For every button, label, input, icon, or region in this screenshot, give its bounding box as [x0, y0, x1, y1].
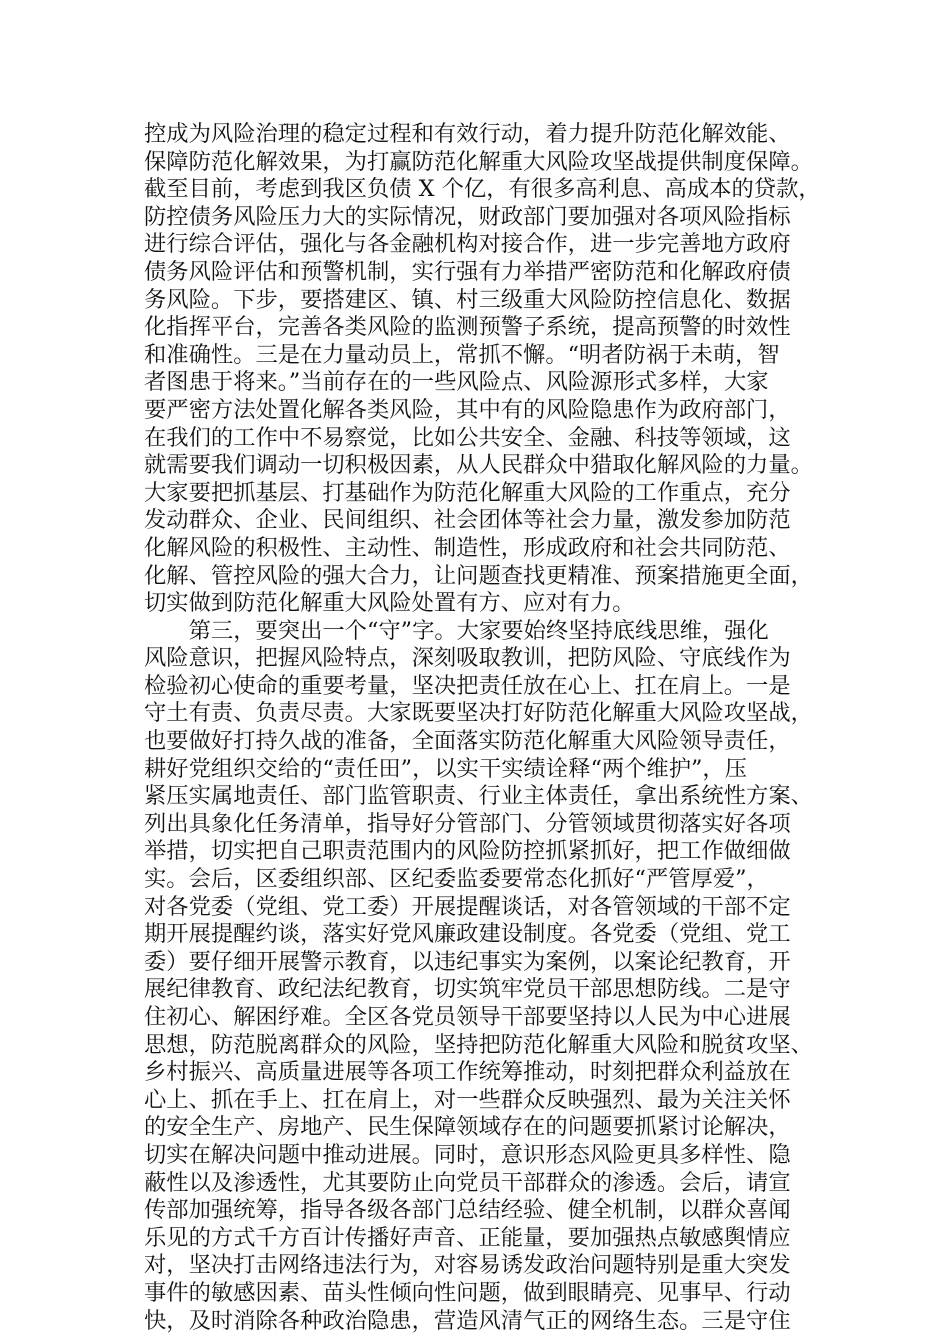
text-line: 的安全生产、房地产、民生保障领域存在的问题要抓紧讨论解决，: [144, 1114, 791, 1141]
text-line: 化解风险的积极性、主动性、制造性，形成政府和社会共同防范、: [144, 534, 791, 561]
text-line: 要严密方法处置化解各类风险，其中有的风险隐患作为政府部门，: [144, 396, 791, 423]
text-line: 者图患于将来。”当前存在的一些风险点、风险源形式多样，大家: [144, 369, 769, 396]
text-line: 截至目前，考虑到我区负债 X 个亿，有很多高利息、高成本的贷款，: [144, 176, 821, 203]
text-line: 期开展提醒约谈，落实好党风廉政建设制度。各党委（党组、党工: [144, 921, 791, 948]
text-line: 债务风险评估和预警机制，实行强有力举措严密防范和化解政府债: [144, 258, 791, 285]
text-line: 进行综合评估，强化与各金融机构对接合作，进一步完善地方政府: [144, 231, 791, 258]
text-line: 化指挥平台，完善各类风险的监测预警子系统，提高预警的时效性: [144, 314, 791, 341]
text-line: 就需要我们调动一切积极因素，从人民群众中猎取化解风险的力量。: [144, 452, 813, 479]
text-line: 乐见的方式千方百计传播好声音、正能量，要加强热点敏感舆情应: [144, 1224, 791, 1251]
text-line: 实。会后，区委组织部、区纪委监委要常态化抓好“严管厚爱”，: [144, 866, 769, 893]
text-line: 心上、抓在手上、扛在肩上，对一些群众反映强烈、最为关注关怀: [144, 1086, 791, 1113]
text-line: 务风险。下步，要搭建区、镇、村三级重大风险防控信息化、数据: [144, 286, 791, 313]
text-line: 传部加强统筹，指导各级各部门总结经验、健全机制，以群众喜闻: [144, 1197, 791, 1224]
text-line: 化解、管控风险的强大合力，让问题查找更精准、预案措施更全面，: [144, 562, 813, 589]
text-line: 守土有责、负责尽责。大家既要坚决打好防范化解重大风险攻坚战，: [144, 700, 813, 727]
text-line: 切实在解决问题中推动进展。同时，意识形态风险更具多样性、隐: [144, 1141, 791, 1168]
text-line: 检验初心使命的重要考量，坚决把责任放在心上、扛在肩上。一是: [144, 672, 791, 699]
text-line: 防控债务风险压力大的实际情况，财政部门要加强对各项风险指标: [144, 203, 791, 230]
text-line: 第三，要突出一个“守”字。大家要始终坚持底线思维，强化: [144, 617, 769, 644]
text-line: 展纪律教育、政纪法纪教育，切实筑牢党员干部思想防线。二是守: [144, 976, 791, 1003]
text-line: 事件的敏感因素、苗头性倾向性问题，做到眼睛亮、见事早、行动: [144, 1279, 791, 1306]
text-line: 思想，防范脱离群众的风险，坚持把防范化解重大风险和脱贫攻坚、: [144, 1031, 813, 1058]
text-line: 也要做好打持久战的准备，全面落实防范化解重大风险领导责任，: [144, 728, 791, 755]
text-line: 住初心、解困纾难。全区各党员领导干部要坚持以人民为中心进展: [144, 1004, 791, 1030]
text-line: 控成为风险治理的稳定过程和有效行动，着力提升防范化解效能、: [144, 121, 791, 147]
text-line: 保障防范化解效果，为打赢防范化解重大风险攻坚战提供制度保障。: [144, 148, 813, 175]
text-line: 对各党委（党组、党工委）开展提醒谈话，对各管领域的干部不定: [144, 893, 791, 920]
text-line: 在我们的工作中不易察觉，比如公共安全、金融、科技等领域，这: [144, 424, 791, 451]
text-line: 大家要把抓基层、打基础作为防范化解重大风险的工作重点，充分: [144, 479, 791, 506]
text-line: 对，坚决打击网络违法行为，对容易诱发政治问题特别是重大突发: [144, 1252, 791, 1279]
text-line: 紧压实属地责任、部门监管职责、行业主体责任，拿出系统性方案、: [144, 783, 813, 810]
body-text: [144, 121, 824, 1335]
text-line: 切实做到防范化解重大风险处置有方、应对有力。: [144, 590, 635, 617]
text-line: 举措，切实把自己职责范围内的风险防控抓紧抓好，把工作做细做: [144, 838, 791, 865]
text-line: 发动群众、企业、民间组织、社会团体等社会力量，激发参加防范: [144, 507, 791, 534]
text-line: 列出具象化任务清单，指导好分管部门、分管领域贯彻落实好各项: [144, 810, 791, 837]
text-line: 快，及时消除各种政治隐患，营造风清气正的网络生态。三是守住: [144, 1307, 791, 1334]
text-line: 耕好党组织交给的“责任田”，以实干实绩诠释“两个维护”，压: [144, 755, 748, 782]
text-line: 委）要仔细开展警示教育，以违纪事实为案例，以案论纪教育，开: [144, 948, 791, 975]
text-line: 蔽性以及渗透性，尤其要防止向党员干部群众的渗透。会后，请宣: [144, 1169, 791, 1196]
text-line: 乡村振兴、高质量进展等各项工作统筹推动，时刻把群众利益放在: [144, 1059, 791, 1086]
text-line: 和准确性。三是在力量动员上，常抓不懈。“明者防祸于未萌，智: [144, 341, 780, 368]
text-line: 风险意识，把握风险特点，深刻吸取教训，把防风险、守底线作为: [144, 645, 791, 672]
